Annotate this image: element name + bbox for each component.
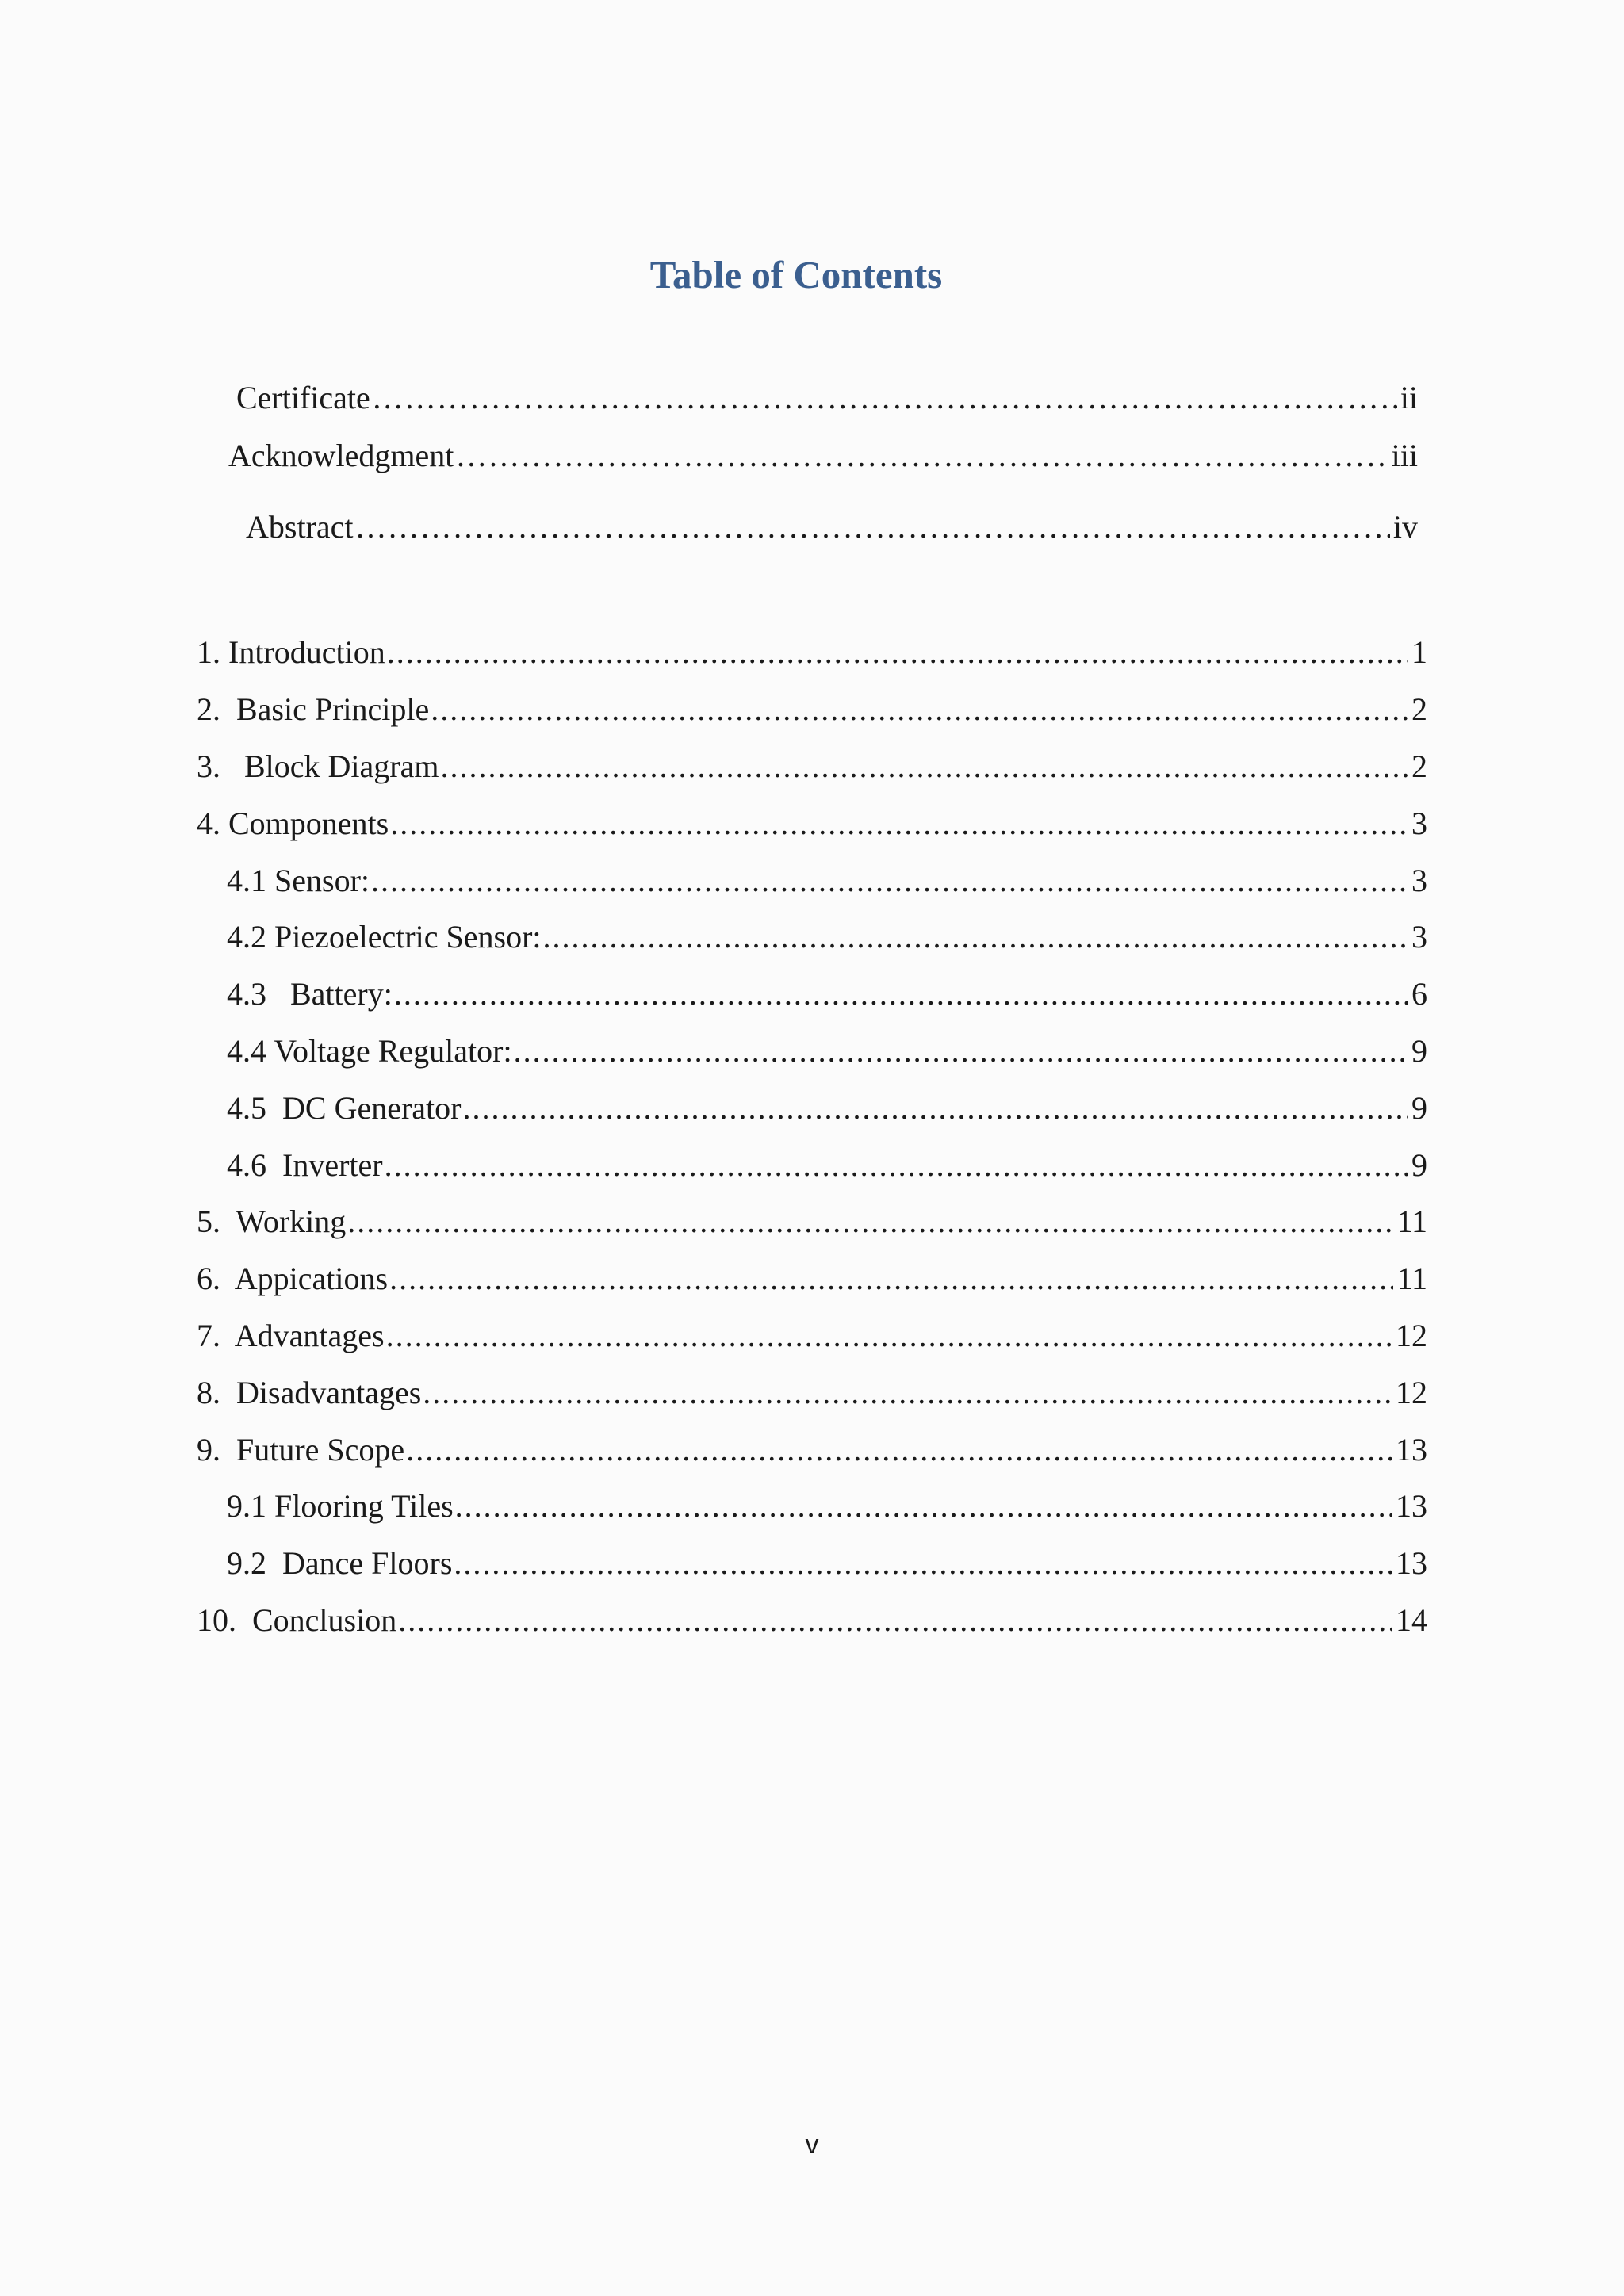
toc-entry-certificate[interactable]	[236, 379, 1418, 417]
dot-leader	[389, 1260, 1393, 1298]
toc-entry-page: 1	[1411, 634, 1427, 670]
toc-entry-sub[interactable]	[227, 1544, 1427, 1582]
toc-entry[interactable]	[197, 1374, 1427, 1412]
dot-leader	[398, 1601, 1392, 1640]
toc-entry-page: 14	[1396, 1602, 1427, 1638]
toc-entry-page: 9	[1411, 1147, 1427, 1183]
toc-entry-page: 12	[1396, 1375, 1427, 1410]
dot-leader	[406, 1431, 1392, 1469]
toc-entry-label: 6. Appications	[197, 1261, 389, 1296]
toc-entry[interactable]	[197, 1260, 1427, 1298]
toc-entry-page: 9	[1411, 1033, 1427, 1069]
toc-entry-label: 5. Working	[197, 1203, 347, 1239]
page-title: Table of Contents	[649, 253, 943, 297]
toc-entry-page: iv	[1392, 509, 1418, 545]
toc-entry-label: Acknowledgment	[228, 438, 454, 473]
toc-entry-page: 11	[1396, 1261, 1427, 1296]
toc-entry-sub[interactable]	[227, 975, 1427, 1013]
toc-entry-sub[interactable]	[227, 862, 1427, 900]
toc-entry-label: 9.2 Dance Floors	[227, 1545, 453, 1581]
toc-entry-page: 13	[1396, 1488, 1427, 1524]
dot-leader	[387, 633, 1408, 672]
dot-leader	[454, 1544, 1392, 1582]
toc-entry-page: 3	[1411, 919, 1427, 955]
dot-leader	[455, 1487, 1392, 1525]
toc-entry-page: 2	[1411, 691, 1427, 727]
dot-leader	[390, 805, 1408, 843]
toc-entry-label: 4.2 Piezoelectric Sensor:	[227, 919, 542, 955]
toc-entry-page: 3	[1411, 806, 1427, 841]
toc-entry-sub[interactable]	[227, 1146, 1427, 1184]
toc-entry-page: 13	[1396, 1432, 1427, 1468]
toc-entry-page: iii	[1391, 438, 1418, 473]
dot-leader	[514, 1032, 1408, 1070]
dot-leader	[455, 437, 1388, 475]
toc-entry-label: 4. Components	[197, 806, 389, 841]
toc-entry-label: 4.5 DC Generator	[227, 1090, 462, 1126]
dot-leader	[385, 1146, 1408, 1184]
toc-entry-page: 12	[1396, 1318, 1427, 1353]
toc-entry-label: 1. Introduction	[197, 634, 385, 670]
dot-leader	[394, 975, 1408, 1013]
toc-entry-page: 3	[1411, 863, 1427, 898]
dot-leader	[441, 748, 1409, 786]
toc-entry-label: 4.1 Sensor:	[227, 863, 370, 898]
toc-entry-page: 13	[1396, 1545, 1427, 1581]
toc-entry-label: Certificate	[236, 380, 370, 415]
toc-entry-sub[interactable]	[227, 1487, 1427, 1525]
toc-entry-label: 4.4 Voltage Regulator:	[227, 1033, 512, 1069]
dot-leader	[371, 862, 1408, 900]
toc-entry-sub[interactable]	[227, 918, 1427, 956]
toc-entry-abstract[interactable]	[246, 508, 1418, 546]
toc-entry-sub[interactable]	[227, 1032, 1427, 1070]
toc-entry[interactable]	[197, 1317, 1427, 1355]
toc-entry-label: 8. Disadvantages	[197, 1375, 422, 1410]
toc-entry-page: 9	[1411, 1090, 1427, 1126]
dot-leader	[347, 1203, 1393, 1241]
dot-leader	[543, 918, 1408, 956]
dot-leader	[431, 691, 1408, 729]
toc-entry-page: 2	[1411, 748, 1427, 784]
toc-entry-page: 11	[1396, 1203, 1427, 1239]
toc-entry[interactable]	[197, 805, 1427, 843]
toc-entry-label: 3. Block Diagram	[197, 748, 439, 784]
dot-leader	[355, 508, 1390, 546]
toc-entry-label: 9. Future Scope	[197, 1432, 405, 1468]
toc-entry[interactable]	[197, 748, 1427, 786]
dot-leader	[372, 379, 1397, 417]
dot-leader	[423, 1374, 1392, 1412]
toc-entry-label: 7. Advantages	[197, 1318, 385, 1353]
toc-entry-label: 9.1 Flooring Tiles	[227, 1488, 454, 1524]
toc-entry-acknowledgment[interactable]	[228, 437, 1418, 475]
toc-entry[interactable]	[197, 633, 1427, 672]
toc-entry[interactable]	[197, 1431, 1427, 1469]
dot-leader	[462, 1089, 1408, 1127]
toc-entry-page: ii	[1400, 380, 1418, 415]
toc-entry[interactable]	[197, 691, 1427, 729]
page-number: v	[805, 2130, 819, 2160]
toc-entry-sub[interactable]	[227, 1089, 1427, 1127]
toc-entry-label: 4.3 Battery:	[227, 976, 393, 1012]
toc-entry-label: 4.6 Inverter	[227, 1147, 383, 1183]
toc-entry-label: Abstract	[246, 509, 354, 545]
toc-entry-page: 6	[1411, 976, 1427, 1012]
toc-entry-label: 2. Basic Principle	[197, 691, 430, 727]
dot-leader	[386, 1317, 1392, 1355]
toc-entry-label: 10. Conclusion	[197, 1602, 397, 1638]
toc-entry[interactable]	[197, 1203, 1427, 1241]
toc-entry[interactable]	[197, 1601, 1427, 1640]
